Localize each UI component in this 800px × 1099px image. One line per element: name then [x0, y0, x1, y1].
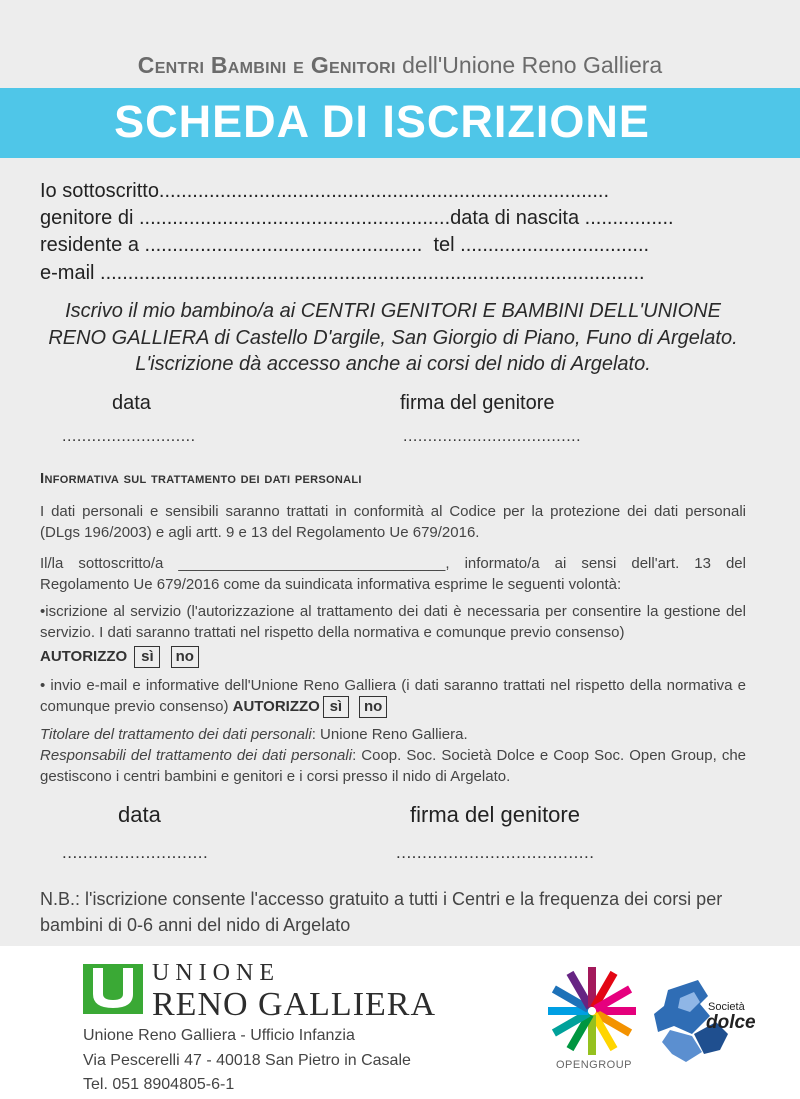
header-organization: [0, 52, 800, 79]
controller-value: : Unione Reno Galliera.: [311, 726, 468, 743]
page-title: SCHEDA DI ISCRIZIONE: [114, 96, 650, 147]
yes-checkbox-email[interactable]: sì: [323, 696, 349, 718]
controller-label: Titolare del trattamento dei dati personali: [40, 726, 312, 743]
authorize-label: AUTORIZZO: [40, 648, 128, 665]
privacy-paragraph-2: [40, 553, 746, 595]
note-text: N.B.: l'iscrizione consente l'accesso gratuito a tutti i Centri e la frequenza dei corsi per bambini di 0-6 anni del nido di Argelato: [40, 889, 723, 935]
form-line-residence[interactable]: residente a .................................................. tel ..................................: [40, 234, 650, 256]
yes-checkbox-service[interactable]: sì: [134, 646, 160, 668]
consent-text: , informato/a ai sensi dell'art. 13 del Regolamento Ue 679/2016 come da suindicata informativa esprime le seguenti volontà:: [40, 555, 746, 593]
no-checkbox-service[interactable]: no: [171, 646, 199, 668]
societa-dolce-logo-icon: [650, 976, 766, 1066]
privacy-paragraph-1: I dati personali e sensibili saranno trattati in conformità al Codice per la protezione dei dati personali (DLgs 196/2003) e agli artt. 9 e 13 del Regolamento Ue 679/2016.: [40, 503, 746, 541]
address-line-1: Unione Reno Galliera - Ufficio Infanzia: [83, 1027, 355, 1044]
form-line-parent[interactable]: genitore di ........................................................data di nascita ................: [40, 207, 674, 229]
signature-field-2[interactable]: ......................................: [396, 843, 595, 862]
address-line-3: Tel. 051 8904805-6-1: [83, 1076, 235, 1093]
consent-item-service: •iscrizione al servizio (l'autorizzazione al trattamento dei dati è necessaria per consentire la gestione del servizio. I dati saranno trattati nel rispetto della normativa e comunque previo consenso): [40, 603, 746, 641]
form-line-name[interactable]: Io sottoscritto.................................................................................: [40, 180, 610, 202]
authorize-label-2: AUTORIZZO: [232, 698, 320, 715]
signature-label-2: firma del genitore: [410, 802, 580, 827]
processors-line: [40, 745, 746, 787]
logo-text-line-1: UNIONE: [152, 960, 280, 986]
opengroup-logo-icon: [546, 966, 638, 1056]
intro-line-3: L'iscrizione dà accesso anche ai corsi del nido di Argelato.: [135, 353, 651, 375]
consent-item-email: [40, 675, 746, 718]
unione-logo-icon: [83, 964, 143, 1014]
dolce-text-line-1: Società: [708, 1001, 745, 1013]
authorize-row-1: [40, 646, 746, 668]
processors-value: : Coop. Soc. Società Dolce e Coop Soc. Open Group, che gestiscono i centri bambini e genitori e i corsi presso il nido di Argelato.: [40, 747, 747, 785]
controller-line: [40, 724, 746, 745]
email-consent-text: • invio e-mail e informative dell'Unione Reno Galliera (i dati saranno trattati nel rispetto della normativa e comunque previo consenso): [40, 677, 746, 715]
no-checkbox-email[interactable]: no: [359, 696, 387, 718]
signature-label: firma del genitore: [400, 392, 555, 414]
consent-intro: Il/la sottoscritto/a: [40, 555, 179, 572]
processors-label: Responsabili del trattamento dei dati personali: [40, 747, 353, 764]
date-label: data: [112, 392, 151, 414]
date-field-2[interactable]: ............................: [62, 843, 209, 862]
form-line-email[interactable]: e-mail ..................................................................................................: [40, 262, 645, 284]
opengroup-text: OPENGROUP: [556, 1059, 633, 1071]
organization-bold: Centri Bambini e Genitori: [137, 52, 396, 78]
dolce-text-line-2: dolce: [706, 1012, 756, 1033]
intro-line-1: Iscrivo il mio bambino/a ai CENTRI GENITORI E BAMBINI DELL'UNIONE: [65, 300, 721, 322]
date-field[interactable]: ...........................: [62, 428, 196, 445]
date-label-2: data: [118, 802, 161, 827]
address-line-2: Via Pescerelli 47 - 40018 San Pietro in Casale: [83, 1052, 411, 1069]
name-blank-field[interactable]: ________________________________: [178, 555, 446, 572]
logo-text-line-2: RENO GALLIERA: [152, 986, 437, 1023]
organization-rest: dell'Unione Reno Galliera: [395, 52, 663, 78]
signature-field[interactable]: ....................................: [403, 428, 582, 445]
privacy-heading: Informativa sul trattamento dei dati personali: [40, 470, 362, 487]
intro-line-2: RENO GALLIERA di Castello D'argile, San Giorgio di Piano, Funo di Argelato.: [48, 327, 738, 349]
